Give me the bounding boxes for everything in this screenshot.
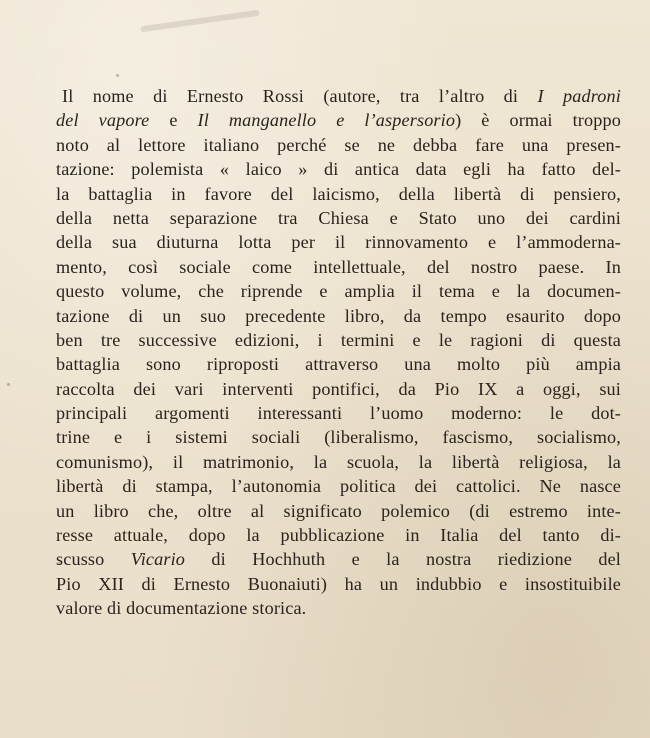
text-line <box>56 328 621 352</box>
text-segment: valore di documentazione storica. <box>56 598 307 619</box>
text-line <box>56 401 621 425</box>
text-line <box>56 474 621 498</box>
text-segment: battaglia sono riproposti attraverso una molto più ampia <box>56 354 621 375</box>
text-segment: tazione: polemista « laico » di antica data egli ha fatto del- <box>56 159 621 180</box>
text-segment: questo volume, che riprende e amplia il tema e la documen- <box>56 281 621 302</box>
text-segment: tazione di un suo precedente libro, da tempo esaurito dopo <box>56 305 621 326</box>
text-segment: scusso <box>56 549 131 570</box>
paper-scuff-mark <box>140 10 260 33</box>
text-segment: della netta separazione tra Chiesa e Stato uno dei cardini <box>56 207 621 228</box>
text-line <box>56 230 621 254</box>
text-segment: principali argomenti interessanti l’uomo moderno: le dot- <box>56 403 621 424</box>
text-line <box>56 304 621 328</box>
text-line <box>56 157 621 181</box>
text-line <box>56 499 621 523</box>
italic-title-text: Il manganello e l’aspersorio <box>197 110 456 131</box>
text-line <box>56 206 621 230</box>
text-line <box>56 425 621 449</box>
text-line <box>56 596 621 620</box>
text-line <box>56 84 621 108</box>
text-line <box>56 108 621 132</box>
paper-speck <box>7 383 10 386</box>
text-line <box>56 255 621 279</box>
italic-title-text: Vicario <box>130 549 186 570</box>
text-line <box>56 377 621 401</box>
text-line <box>56 133 621 157</box>
text-segment: un libro che, oltre al significato polemico (di estremo inte- <box>56 500 621 521</box>
paper-speck <box>116 74 119 77</box>
text-line <box>56 523 621 547</box>
text-segment: e <box>149 110 198 131</box>
text-line <box>56 182 621 206</box>
text-segment: trine e i sistemi sociali (liberalismo, fascismo, socialismo, <box>56 427 621 448</box>
text-segment: di Hochhuth e la nostra riedizione del <box>185 549 621 570</box>
text-segment: libertà di stampa, l’autonomia politica dei cattolici. Ne nasce <box>56 476 621 497</box>
text-segment: raccolta dei vari interventi pontifici, da Pio IX a oggi, sui <box>56 378 621 399</box>
text-line <box>56 547 621 571</box>
text-line <box>56 572 621 596</box>
text-segment: ben tre successive edizioni, i termini e le ragioni di questa <box>56 329 621 350</box>
text-segment: la battaglia in favore del laicismo, della libertà di pensiero, <box>56 183 621 204</box>
text-line <box>56 279 621 303</box>
body-paragraph <box>56 84 621 621</box>
text-segment: Pio XII di Ernesto Buonaiuti) ha un indubbio e insostituibile <box>56 573 621 594</box>
text-segment: della sua diuturna lotta per il rinnovamento e l’ammoderna- <box>56 232 621 253</box>
text-line <box>56 352 621 376</box>
italic-title-text: I padroni <box>537 86 621 106</box>
text-line <box>56 450 621 474</box>
text-segment: ) è ormai troppo <box>455 110 621 131</box>
italic-title-text: del vapore <box>56 110 150 131</box>
text-segment: comunismo), il matrimonio, la scuola, la libertà religiosa, la <box>56 451 621 472</box>
text-segment: Il nome di Ernesto Rossi (autore, tra l’altro di <box>62 86 538 106</box>
text-segment: mento, così sociale come intellettuale, del nostro paese. In <box>56 256 621 277</box>
text-segment: resse attuale, dopo la pubblicazione in Italia del tanto di- <box>56 525 621 546</box>
text-segment: noto al lettore italiano perché se ne debba fare una presen- <box>56 134 621 155</box>
